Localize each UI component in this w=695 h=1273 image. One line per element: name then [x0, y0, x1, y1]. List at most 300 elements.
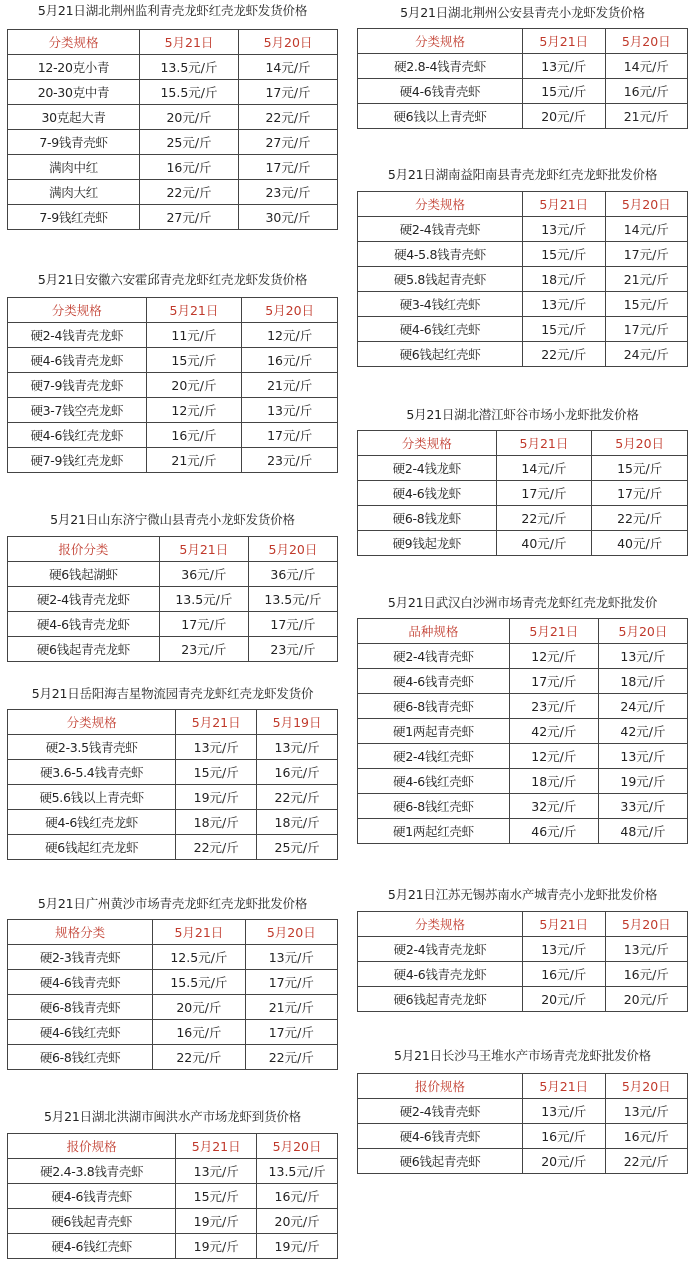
spec-cell: 硬2.8-4钱青壳虾: [358, 54, 523, 79]
block-title: 5月21日安徽六安霍邱青壳龙虾红壳龙虾发货价格: [37, 272, 308, 287]
spec-cell: 硬4-6钱青壳虾: [358, 79, 523, 104]
price-cell: 13元/斤: [242, 398, 338, 423]
spec-cell: 硬6钱以上青壳虾: [358, 104, 523, 129]
spec-cell: 硬6钱起红壳龙虾: [8, 835, 176, 860]
price-cell: 21元/斤: [605, 104, 688, 129]
price-table: [357, 430, 688, 556]
table-row: [358, 267, 688, 292]
price-table: [7, 29, 338, 230]
column-header-spec: 品种规格: [358, 619, 510, 644]
price-cell: 15.5元/斤: [140, 80, 239, 105]
spec-cell: 30克起大青: [8, 105, 140, 130]
price-cell: 22元/斤: [605, 1149, 688, 1174]
price-cell: 13.5元/斤: [257, 1159, 338, 1184]
price-cell: 17元/斤: [509, 669, 598, 694]
spec-cell: 硬4-6钱红壳虾: [358, 769, 510, 794]
spec-cell: 硬5.6钱以上青壳虾: [8, 785, 176, 810]
table-row: [8, 970, 338, 995]
column-header-date: 5月21日: [140, 30, 239, 55]
column-header-date: 5月20日: [592, 431, 688, 456]
price-cell: 15元/斤: [146, 348, 242, 373]
spec-cell: 硬6钱起青壳龙虾: [358, 987, 523, 1012]
spec-cell: 硬2-3.5钱青壳虾: [8, 735, 176, 760]
price-cell: 16元/斤: [257, 760, 338, 785]
column-header-spec: 报价规格: [358, 1074, 523, 1099]
table-row: [358, 217, 688, 242]
price-cell: 22元/斤: [140, 180, 239, 205]
price-cell: 30元/斤: [239, 205, 338, 230]
table-row: [358, 669, 688, 694]
table-row: [358, 644, 688, 669]
price-cell: 13元/斤: [605, 937, 688, 962]
price-cell: 22元/斤: [592, 506, 688, 531]
table-row: [358, 506, 688, 531]
price-cell: 13元/斤: [176, 735, 257, 760]
table-row: [8, 180, 338, 205]
price-block-qianjiang: [357, 407, 688, 556]
price-cell: 21元/斤: [242, 373, 338, 398]
price-cell: 25元/斤: [257, 835, 338, 860]
spec-cell: 硬4-6钱青壳虾: [8, 1184, 176, 1209]
table-row: [8, 373, 338, 398]
price-cell: 12元/斤: [146, 398, 242, 423]
spec-cell: 硬4-6钱红壳虾: [358, 317, 523, 342]
spec-cell: 硬4-6钱龙虾: [358, 481, 497, 506]
spec-cell: 硬2-4钱青壳龙虾: [8, 323, 147, 348]
spec-cell: 硬2.4-3.8钱青壳虾: [8, 1159, 176, 1184]
price-block-baishazhou: [357, 595, 688, 844]
price-cell: 23元/斤: [159, 637, 248, 662]
price-cell: 20元/斤: [146, 373, 242, 398]
table-row: [8, 448, 338, 473]
table-row: [358, 292, 688, 317]
price-cell: 12.5元/斤: [153, 945, 245, 970]
column-header-date: 5月20日: [239, 30, 338, 55]
price-cell: 23元/斤: [509, 694, 598, 719]
table-row: [8, 562, 338, 587]
spec-cell: 硬2-4钱青壳虾: [358, 1099, 523, 1124]
spec-cell: 硬3.6-5.4钱青壳虾: [8, 760, 176, 785]
price-cell: 11元/斤: [146, 323, 242, 348]
price-cell: 16元/斤: [146, 423, 242, 448]
table-row: [358, 54, 688, 79]
price-cell: 17元/斤: [245, 970, 337, 995]
block-title: 5月21日湖北洪湖市闽洪水产市场龙虾到货价格: [44, 1109, 301, 1124]
price-cell: 12元/斤: [509, 744, 598, 769]
column-header-date: 5月20日: [245, 920, 337, 945]
table-row: [358, 794, 688, 819]
column-header-date: 5月21日: [523, 192, 606, 217]
price-cell: 12元/斤: [509, 644, 598, 669]
column-header-date: 5月20日: [598, 619, 687, 644]
price-cell: 24元/斤: [598, 694, 687, 719]
spec-cell: 硬4-6钱青壳龙虾: [358, 962, 523, 987]
price-table: [7, 297, 338, 473]
table-row: [8, 1234, 338, 1259]
table-row: [8, 810, 338, 835]
spec-cell: 硬6钱起青壳虾: [358, 1149, 523, 1174]
column-header-spec: 分类规格: [8, 30, 140, 55]
price-cell: 13元/斤: [176, 1159, 257, 1184]
price-cell: 14元/斤: [496, 456, 592, 481]
price-cell: 22元/斤: [239, 105, 338, 130]
block-title: 5月21日岳阳海吉星物流园青壳龙虾红壳龙虾发货价: [31, 686, 314, 701]
table-row: [8, 612, 338, 637]
block-title: 5月21日山东济宁微山县青壳小龙虾发货价格: [50, 512, 295, 527]
spec-cell: 硬2-4钱红壳虾: [358, 744, 510, 769]
spec-cell: 7-9钱青壳虾: [8, 130, 140, 155]
spec-cell: 硬3-4钱红壳虾: [358, 292, 523, 317]
spec-cell: 满肉中红: [8, 155, 140, 180]
price-cell: 13.5元/斤: [248, 587, 337, 612]
price-cell: 13元/斤: [598, 744, 687, 769]
price-block-gongan: [357, 5, 688, 129]
block-title: 5月21日湖北荆州公安县青壳小龙虾发货价格: [400, 5, 645, 20]
price-cell: 18元/斤: [523, 267, 606, 292]
spec-cell: 硬2-4钱龙虾: [358, 456, 497, 481]
price-block-yueyang: [7, 686, 338, 860]
price-cell: 16元/斤: [140, 155, 239, 180]
table-header-row: [358, 431, 688, 456]
price-table: [357, 191, 688, 367]
price-cell: 22元/斤: [153, 1045, 245, 1070]
price-cell: 13元/斤: [257, 735, 338, 760]
price-cell: 20元/斤: [523, 987, 606, 1012]
price-table: [357, 28, 688, 129]
price-cell: 22元/斤: [257, 785, 338, 810]
column-header-spec: 分类规格: [8, 710, 176, 735]
spec-cell: 硬4-5.8钱青壳虾: [358, 242, 523, 267]
price-block-changsha: [357, 1048, 688, 1174]
spec-cell: 硬9钱起龙虾: [358, 531, 497, 556]
price-cell: 13元/斤: [523, 54, 606, 79]
spec-cell: 硬4-6钱红壳龙虾: [8, 423, 147, 448]
table-row: [8, 423, 338, 448]
price-cell: 21元/斤: [146, 448, 242, 473]
spec-cell: 硬7-9钱红壳龙虾: [8, 448, 147, 473]
column-header-spec: 分类规格: [358, 29, 523, 54]
spec-cell: 硬4-6钱红壳虾: [8, 1020, 153, 1045]
table-row: [8, 760, 338, 785]
price-cell: 23元/斤: [239, 180, 338, 205]
spec-cell: 满肉大红: [8, 180, 140, 205]
price-cell: 14元/斤: [605, 217, 688, 242]
price-cell: 14元/斤: [605, 54, 688, 79]
price-cell: 23元/斤: [248, 637, 337, 662]
price-cell: 19元/斤: [176, 1209, 257, 1234]
table-row: [8, 637, 338, 662]
table-row: [358, 937, 688, 962]
spec-cell: 硬6-8钱青壳虾: [8, 995, 153, 1020]
column-header-spec: 报价规格: [8, 1134, 176, 1159]
table-row: [8, 785, 338, 810]
table-header-row: [8, 710, 338, 735]
price-cell: 36元/斤: [159, 562, 248, 587]
table-header-row: [8, 1134, 338, 1159]
table-header-row: [358, 619, 688, 644]
price-cell: 19元/斤: [598, 769, 687, 794]
column-header-spec: 规格分类: [8, 920, 153, 945]
spec-cell: 硬4-6钱红壳龙虾: [8, 810, 176, 835]
price-cell: 13元/斤: [245, 945, 337, 970]
column-header-date: 5月20日: [605, 912, 688, 937]
price-cell: 18元/斤: [176, 810, 257, 835]
price-cell: 27元/斤: [140, 205, 239, 230]
price-cell: 19元/斤: [176, 1234, 257, 1259]
block-title: 5月21日广州黄沙市场青壳龙虾红壳龙虾批发价格: [37, 896, 308, 911]
column-header-spec: 分类规格: [8, 298, 147, 323]
spec-cell: 硬6-8钱红壳虾: [8, 1045, 153, 1070]
spec-cell: 硬6-8钱龙虾: [358, 506, 497, 531]
price-cell: 16元/斤: [523, 962, 606, 987]
spec-cell: 硬2-4钱青壳虾: [358, 217, 523, 242]
block-title: 5月21日湖北荆州监利青壳龙虾红壳龙虾发货价格: [37, 3, 308, 18]
price-cell: 46元/斤: [509, 819, 598, 844]
column-header-date: 5月20日: [248, 537, 337, 562]
column-header-date: 5月21日: [523, 29, 606, 54]
price-cell: 36元/斤: [248, 562, 337, 587]
table-row: [358, 1149, 688, 1174]
price-cell: 27元/斤: [239, 130, 338, 155]
spec-cell: 硬4-6钱红壳虾: [8, 1234, 176, 1259]
spec-cell: 硬1两起红壳虾: [358, 819, 510, 844]
price-cell: 13元/斤: [523, 1099, 606, 1124]
price-table: [7, 919, 338, 1070]
price-cell: 13元/斤: [523, 292, 606, 317]
table-row: [358, 531, 688, 556]
table-row: [8, 735, 338, 760]
table-row: [358, 1124, 688, 1149]
block-title: 5月21日江苏无锡苏南水产城青壳小龙虾批发价格: [387, 887, 658, 902]
price-block-weishan: [7, 512, 338, 662]
price-block-wuxi: [357, 887, 688, 1012]
price-cell: 20元/斤: [140, 105, 239, 130]
price-cell: 40元/斤: [592, 531, 688, 556]
column-header-date: 5月21日: [509, 619, 598, 644]
block-title: 5月21日长沙马王堆水产市场青壳龙虾批发价格: [394, 1048, 651, 1063]
block-title: 5月21日武汉白沙洲市场青壳龙虾红壳龙虾批发价: [387, 595, 658, 610]
table-header-row: [358, 1074, 688, 1099]
price-cell: 24元/斤: [605, 342, 688, 367]
price-table: [7, 1133, 338, 1259]
table-header-row: [8, 537, 338, 562]
price-cell: 17元/斤: [605, 317, 688, 342]
price-cell: 15元/斤: [523, 317, 606, 342]
price-cell: 22元/斤: [245, 1045, 337, 1070]
price-cell: 13元/斤: [523, 217, 606, 242]
spec-cell: 硬5.8钱起青壳虾: [358, 267, 523, 292]
price-block-guangzhou: [7, 896, 338, 1070]
table-row: [358, 481, 688, 506]
spec-cell: 12-20克小青: [8, 55, 140, 80]
price-cell: 13元/斤: [605, 1099, 688, 1124]
price-cell: 18元/斤: [598, 669, 687, 694]
table-header-row: [8, 920, 338, 945]
column-header-date: 5月19日: [257, 710, 338, 735]
table-row: [358, 962, 688, 987]
table-row: [8, 1159, 338, 1184]
spec-cell: 硬6钱起青壳虾: [8, 1209, 176, 1234]
spec-cell: 硬4-6钱青壳虾: [8, 970, 153, 995]
table-row: [8, 587, 338, 612]
table-row: [8, 323, 338, 348]
price-table: [7, 536, 338, 662]
price-cell: 16元/斤: [257, 1184, 338, 1209]
table-header-row: [358, 912, 688, 937]
spec-cell: 硬4-6钱青壳龙虾: [8, 348, 147, 373]
column-header-spec: 分类规格: [358, 912, 523, 937]
column-header-date: 5月21日: [146, 298, 242, 323]
price-cell: 12元/斤: [242, 323, 338, 348]
price-cell: 17元/斤: [496, 481, 592, 506]
price-cell: 21元/斤: [605, 267, 688, 292]
price-cell: 20元/斤: [605, 987, 688, 1012]
price-table: [357, 1073, 688, 1174]
price-cell: 15元/斤: [176, 1184, 257, 1209]
price-block-nanxian: [357, 167, 688, 367]
table-row: [358, 242, 688, 267]
price-cell: 16元/斤: [153, 1020, 245, 1045]
spec-cell: 20-30克中青: [8, 80, 140, 105]
spec-cell: 硬2-4钱青壳龙虾: [358, 937, 523, 962]
price-block-honghu: [7, 1109, 338, 1259]
table-row: [8, 1020, 338, 1045]
spec-cell: 硬6钱起湖虾: [8, 562, 160, 587]
table-header-row: [358, 192, 688, 217]
price-cell: 16元/斤: [523, 1124, 606, 1149]
table-row: [358, 79, 688, 104]
spec-cell: 硬6钱起青壳龙虾: [8, 637, 160, 662]
table-row: [8, 398, 338, 423]
table-row: [8, 105, 338, 130]
price-cell: 42元/斤: [509, 719, 598, 744]
price-cell: 48元/斤: [598, 819, 687, 844]
column-header-date: 5月21日: [176, 710, 257, 735]
price-cell: 17元/斤: [239, 155, 338, 180]
table-row: [8, 1184, 338, 1209]
price-cell: 40元/斤: [496, 531, 592, 556]
price-cell: 33元/斤: [598, 794, 687, 819]
price-cell: 25元/斤: [140, 130, 239, 155]
table-row: [358, 456, 688, 481]
table-row: [8, 155, 338, 180]
spec-cell: 硬3-7钱空壳龙虾: [8, 398, 147, 423]
table-row: [358, 744, 688, 769]
spec-cell: 硬2-3钱青壳虾: [8, 945, 153, 970]
table-row: [358, 1099, 688, 1124]
block-title: 5月21日湖南益阳南县青壳龙虾红壳龙虾批发价格: [387, 167, 658, 182]
price-table: [7, 709, 338, 860]
price-cell: 32元/斤: [509, 794, 598, 819]
price-cell: 15.5元/斤: [153, 970, 245, 995]
price-cell: 13元/斤: [523, 937, 606, 962]
price-cell: 18元/斤: [509, 769, 598, 794]
column-header-date: 5月21日: [523, 912, 606, 937]
column-header-date: 5月20日: [605, 1074, 688, 1099]
block-title: 5月21日湖北潜江虾谷市场小龙虾批发价格: [406, 407, 639, 422]
price-table: [357, 911, 688, 1012]
table-row: [358, 769, 688, 794]
price-cell: 22元/斤: [176, 835, 257, 860]
price-cell: 13元/斤: [598, 644, 687, 669]
spec-cell: 硬2-4钱青壳虾: [358, 644, 510, 669]
price-cell: 15元/斤: [523, 79, 606, 104]
price-cell: 17元/斤: [239, 80, 338, 105]
column-header-spec: 分类规格: [358, 192, 523, 217]
table-row: [358, 819, 688, 844]
column-header-date: 5月21日: [159, 537, 248, 562]
price-cell: 16元/斤: [605, 962, 688, 987]
price-cell: 15元/斤: [605, 292, 688, 317]
spec-cell: 硬6-8钱红壳虾: [358, 794, 510, 819]
spec-cell: 硬4-6钱青壳虾: [358, 669, 510, 694]
price-cell: 20元/斤: [523, 1149, 606, 1174]
price-cell: 19元/斤: [176, 785, 257, 810]
price-cell: 13.5元/斤: [159, 587, 248, 612]
column-header-date: 5月20日: [605, 192, 688, 217]
price-cell: 16元/斤: [605, 79, 688, 104]
column-header-date: 5月20日: [605, 29, 688, 54]
table-row: [8, 130, 338, 155]
price-cell: 42元/斤: [598, 719, 687, 744]
table-row: [8, 835, 338, 860]
price-cell: 20元/斤: [257, 1209, 338, 1234]
table-row: [8, 995, 338, 1020]
price-block-jianli: [7, 3, 338, 230]
price-cell: 21元/斤: [245, 995, 337, 1020]
price-cell: 17元/斤: [592, 481, 688, 506]
price-cell: 18元/斤: [257, 810, 338, 835]
column-header-spec: 分类规格: [358, 431, 497, 456]
table-row: [358, 104, 688, 129]
price-cell: 22元/斤: [496, 506, 592, 531]
spec-cell: 硬2-4钱青壳龙虾: [8, 587, 160, 612]
column-header-date: 5月21日: [496, 431, 592, 456]
price-cell: 17元/斤: [242, 423, 338, 448]
table-row: [358, 719, 688, 744]
column-header-spec: 报价分类: [8, 537, 160, 562]
table-row: [8, 1209, 338, 1234]
table-row: [358, 694, 688, 719]
spec-cell: 硬6钱起红壳虾: [358, 342, 523, 367]
column-header-date: 5月21日: [176, 1134, 257, 1159]
price-cell: 17元/斤: [245, 1020, 337, 1045]
price-cell: 15元/斤: [523, 242, 606, 267]
table-row: [8, 348, 338, 373]
column-header-date: 5月20日: [242, 298, 338, 323]
spec-cell: 硬1两起青壳虾: [358, 719, 510, 744]
table-row: [8, 55, 338, 80]
price-cell: 19元/斤: [257, 1234, 338, 1259]
column-header-date: 5月20日: [257, 1134, 338, 1159]
price-cell: 23元/斤: [242, 448, 338, 473]
table-row: [8, 1045, 338, 1070]
table-row: [8, 205, 338, 230]
price-table: [357, 618, 688, 844]
table-header-row: [358, 29, 688, 54]
price-cell: 16元/斤: [605, 1124, 688, 1149]
table-header-row: [8, 298, 338, 323]
table-row: [8, 80, 338, 105]
price-block-huoqiu: [7, 272, 338, 473]
spec-cell: 硬6-8钱青壳虾: [358, 694, 510, 719]
spec-cell: 硬7-9钱青壳龙虾: [8, 373, 147, 398]
table-row: [358, 342, 688, 367]
spec-cell: 硬4-6钱青壳虾: [358, 1124, 523, 1149]
price-cell: 17元/斤: [248, 612, 337, 637]
price-cell: 15元/斤: [176, 760, 257, 785]
table-header-row: [8, 30, 338, 55]
